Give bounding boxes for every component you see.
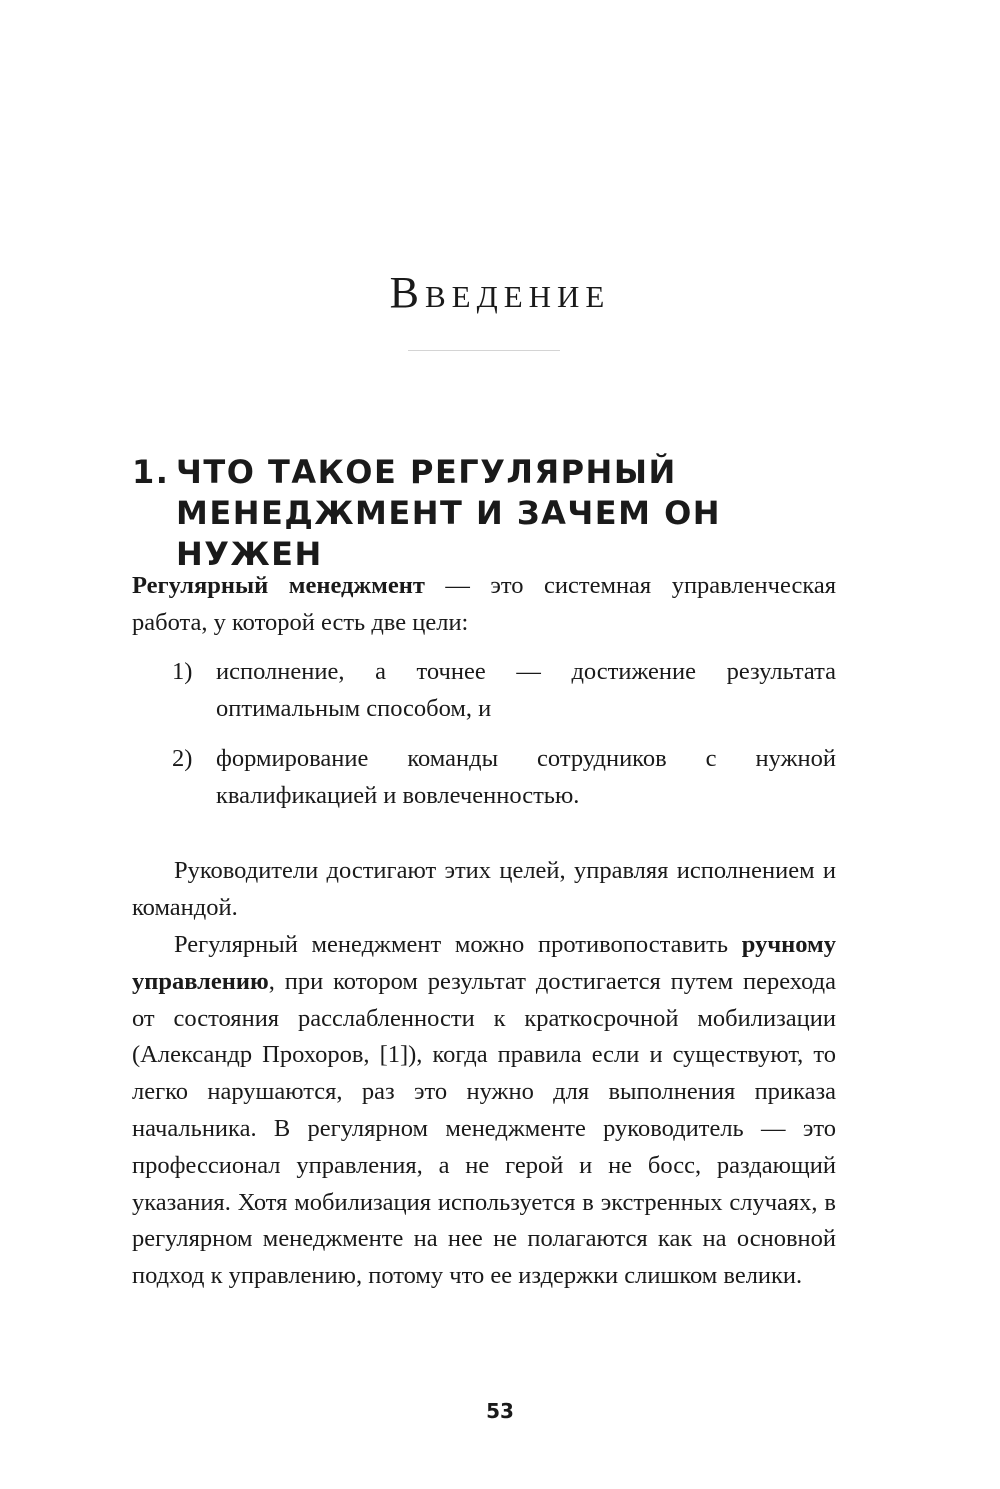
title-divider [408, 350, 560, 351]
list-item-text: формирование команды сотрудников с нужной квалификацией и вовлеченностью. [216, 745, 836, 809]
section-heading [132, 452, 852, 575]
list-item [172, 741, 836, 815]
chapter-title-text: Введение [389, 268, 611, 317]
goals-list-item-1 [172, 654, 836, 728]
section-title-line2: МЕНЕДЖМЕНТ И ЗАЧЕМ ОН НУЖЕН [176, 494, 722, 573]
page-number: 53 [486, 1399, 514, 1423]
definition-paragraph [132, 568, 836, 642]
section-number: 1. [132, 453, 170, 491]
chapter-title [0, 268, 1000, 318]
manual-management-term: ручному управлению [132, 931, 836, 995]
paragraph-2-body: , при котором результат достигается путем перехода от состояния расслабленности к краткосрочной мобилизации (Александр Прохоров, [1]), когда правила если и существуют, то легко нарушаются, раз это нужно для выполнения приказа начальника. В регулярном менеджменте руководитель — это профессионал управления, а не герой и не босс, раздающий указания. Хотя мобилизация используется в экстренных случаях, в регулярном менеджменте на нее не полагаются как на основной подход к управлению, потому что ее издержки слишком велики. [132, 967, 836, 1290]
paragraph-1: Руководители достигают этих целей, управляя исполнением и командой. [132, 857, 836, 921]
list-item [172, 654, 836, 728]
goals-list-item-2 [172, 741, 836, 815]
defined-term: Регулярный менеджмент [132, 572, 425, 599]
paragraph-2 [132, 927, 836, 1295]
list-marker: 2) [172, 745, 193, 772]
definition-text: — это системная управленческая работа, у которой есть две цели: [132, 572, 836, 636]
list-item-text: исполнение, а точнее — достижение результата оптимальным способом, и [216, 658, 836, 722]
section-title-line1: ЧТО ТАКОЕ РЕГУЛЯРНЫЙ [176, 453, 677, 491]
paragraph-2-lead: Регулярный менеджмент можно противопоставить [174, 931, 742, 958]
list-marker: 1) [172, 658, 193, 685]
